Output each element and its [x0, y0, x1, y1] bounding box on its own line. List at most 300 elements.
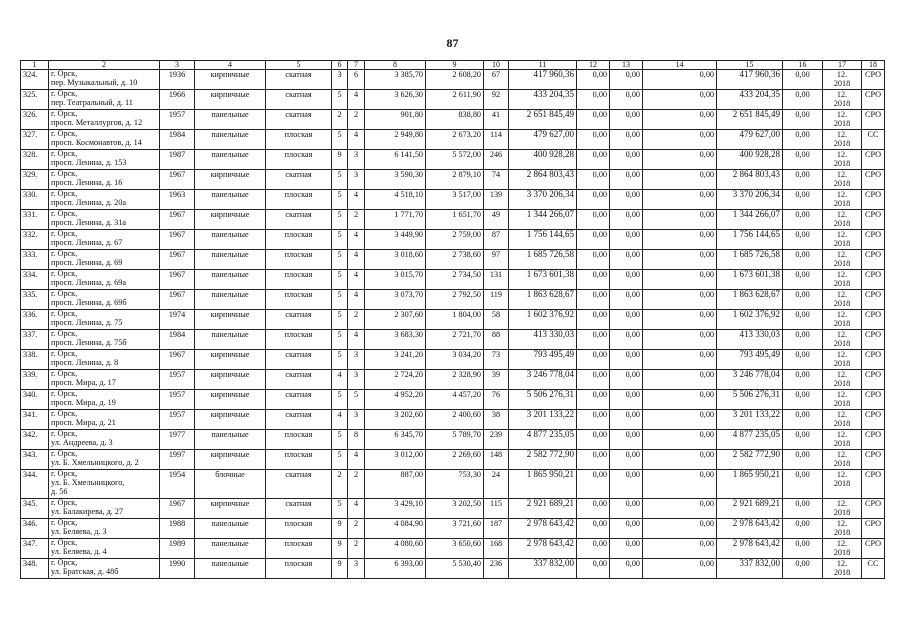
- cost-col-14: 0,00: [643, 190, 717, 210]
- address: [49, 330, 160, 350]
- cost-col-14: 0,00: [643, 470, 717, 499]
- column-number-3: 3: [160, 61, 195, 70]
- resident-count: 119: [484, 290, 509, 310]
- cost-col-13: 0,00: [610, 250, 643, 270]
- completion-period: [823, 470, 862, 499]
- cost-col-13: 0,00: [610, 350, 643, 370]
- completion-month: 12.: [836, 290, 848, 299]
- row-number: 345.: [21, 499, 49, 519]
- cost-col-13: 0,00: [610, 430, 643, 450]
- cost-col-16: 0,00: [783, 130, 823, 150]
- cost-col-13: 0,00: [610, 370, 643, 390]
- cost-col-12: 0,00: [577, 130, 610, 150]
- residential-area: 1 651,70: [426, 210, 484, 230]
- completion-month: 12.: [836, 559, 848, 568]
- residential-area: 2 611,90: [426, 90, 484, 110]
- column-number-9: 9: [426, 61, 484, 70]
- cost-col-13: 0,00: [610, 330, 643, 350]
- cost-col-14: 0,00: [643, 170, 717, 190]
- completion-year: 2018: [833, 339, 851, 348]
- fund-type: СРО: [862, 190, 885, 210]
- resident-count: 187: [484, 519, 509, 539]
- cost-col-15: 1 602 376,92: [717, 310, 783, 330]
- build-year: 1974: [160, 310, 195, 330]
- cost-col-13: 0,00: [610, 519, 643, 539]
- cost-col-15: 433 204,35: [717, 90, 783, 110]
- floor-count: 9: [332, 519, 348, 539]
- fund-type: СРО: [862, 370, 885, 390]
- row-number: 328.: [21, 150, 49, 170]
- resident-count: 236: [484, 559, 509, 579]
- cost-col-12: 0,00: [577, 250, 610, 270]
- address: [49, 519, 160, 539]
- address: [49, 270, 160, 290]
- cost-col-13: 0,00: [610, 90, 643, 110]
- cost-col-12: 0,00: [577, 290, 610, 310]
- total-area: 4 518,10: [365, 190, 426, 210]
- address-line: г. Орск,: [51, 558, 78, 567]
- entrance-count: 5: [348, 390, 365, 410]
- row-number: 326.: [21, 110, 49, 130]
- roof-type: скатная: [266, 390, 332, 410]
- residential-area: 1 804,00: [426, 310, 484, 330]
- roof-type: плоская: [266, 519, 332, 539]
- wall-material: кирпичные: [195, 170, 266, 190]
- residential-area: 3 034,20: [426, 350, 484, 370]
- completion-period: [823, 70, 862, 90]
- total-area: 3 449,90: [365, 230, 426, 250]
- cost-col-15: 1 865 950,21: [717, 470, 783, 499]
- cost-col-13: 0,00: [610, 230, 643, 250]
- cost-col-16: 0,00: [783, 110, 823, 130]
- cost-col-13: 0,00: [610, 130, 643, 150]
- column-number-5: 5: [266, 61, 332, 70]
- wall-material: кирпичные: [195, 450, 266, 470]
- cost-col-14: 0,00: [643, 370, 717, 390]
- resident-count: 97: [484, 250, 509, 270]
- cost-col-16: 0,00: [783, 250, 823, 270]
- completion-year: 2018: [833, 79, 851, 88]
- cost-col-14: 0,00: [643, 350, 717, 370]
- cost-col-15: 3 370 206,34: [717, 190, 783, 210]
- wall-material: кирпичные: [195, 350, 266, 370]
- completion-period: [823, 110, 862, 130]
- build-year: 1957: [160, 370, 195, 390]
- completion-year: 2018: [833, 548, 851, 557]
- residential-area: 5 572,00: [426, 150, 484, 170]
- entrance-count: 3: [348, 350, 365, 370]
- entrance-count: 3: [348, 150, 365, 170]
- cost-col-15: 417 960,36: [717, 70, 783, 90]
- address-line: просп. Ленина, д. 31а: [51, 217, 126, 227]
- total-area: 3 241,20: [365, 350, 426, 370]
- floor-count: 4: [332, 410, 348, 430]
- cost-col-13: 0,00: [610, 559, 643, 579]
- entrance-count: 2: [348, 470, 365, 499]
- column-number-1: 1: [21, 61, 49, 70]
- fund-type: СС: [862, 559, 885, 579]
- cost-col-12: 0,00: [577, 559, 610, 579]
- table-row: [21, 90, 885, 110]
- total-area: 3 073,70: [365, 290, 426, 310]
- completion-year: 2018: [833, 479, 851, 488]
- address-line: ул. Братская, д. 48б: [51, 566, 119, 576]
- page-number: 87: [446, 36, 459, 50]
- entrance-count: 2: [348, 310, 365, 330]
- build-year: 1957: [160, 410, 195, 430]
- fund-type: СРО: [862, 519, 885, 539]
- roof-type: плоская: [266, 130, 332, 150]
- table-row: [21, 190, 885, 210]
- entrance-count: 3: [348, 410, 365, 430]
- cost-col-12: 0,00: [577, 210, 610, 230]
- completion-period: [823, 450, 862, 470]
- row-number: 334.: [21, 270, 49, 290]
- total-area: 4 080,60: [365, 539, 426, 559]
- completion-year: 2018: [833, 459, 851, 468]
- address-line: г. Орск,: [51, 369, 78, 378]
- fund-type: СРО: [862, 390, 885, 410]
- address-line: г. Орск,: [51, 469, 78, 478]
- build-year: 1990: [160, 559, 195, 579]
- cost-col-14: 0,00: [643, 519, 717, 539]
- column-number-row: [21, 61, 885, 70]
- fund-type: СРО: [862, 210, 885, 230]
- residential-area: 2 673,20: [426, 130, 484, 150]
- cost-col-14: 0,00: [643, 110, 717, 130]
- wall-material: кирпичные: [195, 70, 266, 90]
- fund-type: СРО: [862, 70, 885, 90]
- completion-year: 2018: [833, 239, 851, 248]
- floor-count: 5: [332, 310, 348, 330]
- total-cost: 400 928,28: [509, 150, 577, 170]
- completion-month: 12.: [836, 150, 848, 159]
- cost-col-16: 0,00: [783, 210, 823, 230]
- completion-period: [823, 230, 862, 250]
- resident-count: 24: [484, 470, 509, 499]
- residential-area: 2 721,70: [426, 330, 484, 350]
- wall-material: панельные: [195, 150, 266, 170]
- table-row: [21, 410, 885, 430]
- build-year: 1967: [160, 170, 195, 190]
- entrance-count: 8: [348, 430, 365, 450]
- completion-year: 2018: [833, 508, 851, 517]
- row-number: 338.: [21, 350, 49, 370]
- address: [49, 390, 160, 410]
- cost-col-16: 0,00: [783, 519, 823, 539]
- address-line: г. Орск,: [51, 249, 78, 258]
- total-cost: 2 651 845,49: [509, 110, 577, 130]
- roof-type: скатная: [266, 410, 332, 430]
- address-line: г. Орск,: [51, 69, 78, 78]
- residential-area: 2 734,50: [426, 270, 484, 290]
- total-area: 3 202,60: [365, 410, 426, 430]
- roof-type: скатная: [266, 110, 332, 130]
- floor-count: 5: [332, 130, 348, 150]
- address: [49, 210, 160, 230]
- row-number: 335.: [21, 290, 49, 310]
- completion-year: 2018: [833, 528, 851, 537]
- resident-count: 239: [484, 430, 509, 450]
- total-cost: 1 756 144,65: [509, 230, 577, 250]
- build-year: 1989: [160, 539, 195, 559]
- cost-col-12: 0,00: [577, 170, 610, 190]
- wall-material: кирпичные: [195, 370, 266, 390]
- cost-col-14: 0,00: [643, 499, 717, 519]
- completion-year: 2018: [833, 219, 851, 228]
- address: [49, 559, 160, 579]
- row-number: 336.: [21, 310, 49, 330]
- entrance-count: 4: [348, 270, 365, 290]
- completion-period: [823, 539, 862, 559]
- address: [49, 250, 160, 270]
- cost-col-13: 0,00: [610, 470, 643, 499]
- address-line: пер. Театральный, д. 11: [51, 97, 133, 107]
- address-line: просп. Мира, д. 17: [51, 377, 116, 387]
- fund-type: СРО: [862, 150, 885, 170]
- address-line: г. Орск,: [51, 429, 78, 438]
- cost-col-14: 0,00: [643, 390, 717, 410]
- address-line: ул. Балакирева, д. 27: [51, 506, 124, 516]
- total-area: 4 952,20: [365, 390, 426, 410]
- build-year: 1957: [160, 110, 195, 130]
- cost-col-16: 0,00: [783, 430, 823, 450]
- address: [49, 350, 160, 370]
- floor-count: 5: [332, 250, 348, 270]
- cost-col-15: 1 863 628,67: [717, 290, 783, 310]
- roof-type: скатная: [266, 310, 332, 330]
- completion-year: 2018: [833, 419, 851, 428]
- address-line: д. 56: [51, 486, 68, 496]
- address-line: просп. Ленина, д. 153: [51, 157, 127, 167]
- address-line: ул. Беляева, д. 4: [51, 546, 107, 556]
- cost-col-16: 0,00: [783, 330, 823, 350]
- total-cost: 337 832,00: [509, 559, 577, 579]
- column-number-16: 16: [783, 61, 823, 70]
- completion-period: [823, 499, 862, 519]
- wall-material: кирпичные: [195, 390, 266, 410]
- entrance-count: 4: [348, 250, 365, 270]
- entrance-count: 4: [348, 190, 365, 210]
- address: [49, 430, 160, 450]
- cost-col-13: 0,00: [610, 270, 643, 290]
- address-line: просп. Ленина, д. 16: [51, 177, 123, 187]
- wall-material: кирпичные: [195, 410, 266, 430]
- cost-col-12: 0,00: [577, 470, 610, 499]
- address-line: просп. Мира, д. 19: [51, 397, 116, 407]
- build-year: 1988: [160, 519, 195, 539]
- address-line: просп. Ленина, д. 75: [51, 317, 123, 327]
- cost-col-13: 0,00: [610, 110, 643, 130]
- residential-area: 2 608,20: [426, 70, 484, 90]
- address: [49, 370, 160, 390]
- resident-count: 39: [484, 370, 509, 390]
- total-area: 901,80: [365, 110, 426, 130]
- cost-col-13: 0,00: [610, 499, 643, 519]
- address-line: г. Орск,: [51, 189, 78, 198]
- address-line: ул. Б. Хмельницкого, д. 2: [51, 457, 139, 467]
- housing-register-table: [20, 60, 885, 579]
- total-area: 3 018,60: [365, 250, 426, 270]
- total-cost: 5 506 276,31: [509, 390, 577, 410]
- address: [49, 110, 160, 130]
- completion-month: 12.: [836, 90, 848, 99]
- resident-count: 92: [484, 90, 509, 110]
- column-number-4: 4: [195, 61, 266, 70]
- resident-count: 148: [484, 450, 509, 470]
- completion-month: 12.: [836, 450, 848, 459]
- completion-period: [823, 190, 862, 210]
- floor-count: 5: [332, 90, 348, 110]
- completion-period: [823, 350, 862, 370]
- address: [49, 230, 160, 250]
- address-line: просп. Космонавтов, д. 14: [51, 137, 142, 147]
- residential-area: 3 202,50: [426, 499, 484, 519]
- total-area: 3 012,00: [365, 450, 426, 470]
- resident-count: 74: [484, 170, 509, 190]
- total-area: 6 393,00: [365, 559, 426, 579]
- cost-col-12: 0,00: [577, 330, 610, 350]
- total-cost: 2 978 643,42: [509, 539, 577, 559]
- wall-material: панельные: [195, 230, 266, 250]
- cost-col-15: 2 651 845,49: [717, 110, 783, 130]
- completion-month: 12.: [836, 330, 848, 339]
- cost-col-16: 0,00: [783, 370, 823, 390]
- resident-count: 38: [484, 410, 509, 430]
- cost-col-13: 0,00: [610, 410, 643, 430]
- column-number-10: 10: [484, 61, 509, 70]
- total-cost: 1 602 376,92: [509, 310, 577, 330]
- completion-month: 12.: [836, 210, 848, 219]
- completion-year: 2018: [833, 299, 851, 308]
- residential-area: 2 879,10: [426, 170, 484, 190]
- table-row: [21, 330, 885, 350]
- roof-type: плоская: [266, 430, 332, 450]
- roof-type: скатная: [266, 170, 332, 190]
- resident-count: 41: [484, 110, 509, 130]
- floor-count: 5: [332, 210, 348, 230]
- completion-month: 12.: [836, 270, 848, 279]
- table-row: [21, 270, 885, 290]
- total-cost: 2 582 772,90: [509, 450, 577, 470]
- column-number-18: 18: [862, 61, 885, 70]
- cost-col-14: 0,00: [643, 559, 717, 579]
- column-number-14: 14: [643, 61, 717, 70]
- residential-area: 2 759,00: [426, 230, 484, 250]
- wall-material: панельные: [195, 430, 266, 450]
- total-cost: 3 246 778,04: [509, 370, 577, 390]
- roof-type: плоская: [266, 330, 332, 350]
- roof-type: плоская: [266, 539, 332, 559]
- completion-month: 12.: [836, 170, 848, 179]
- cost-col-14: 0,00: [643, 430, 717, 450]
- entrance-count: 4: [348, 90, 365, 110]
- table-row: [21, 390, 885, 410]
- cost-col-15: 3 201 133,22: [717, 410, 783, 430]
- cost-col-12: 0,00: [577, 190, 610, 210]
- total-area: 2 724,20: [365, 370, 426, 390]
- build-year: 1967: [160, 270, 195, 290]
- completion-year: 2018: [833, 439, 851, 448]
- address-line: просп. Мира, д. 21: [51, 417, 116, 427]
- table-row: [21, 370, 885, 390]
- cost-col-12: 0,00: [577, 350, 610, 370]
- address: [49, 539, 160, 559]
- address-line: просп. Ленина, д. 69а: [51, 277, 126, 287]
- column-number-7: 7: [348, 61, 365, 70]
- column-number-11: 11: [509, 61, 577, 70]
- address: [49, 290, 160, 310]
- cost-col-13: 0,00: [610, 210, 643, 230]
- cost-col-14: 0,00: [643, 310, 717, 330]
- address-line: г. Орск,: [51, 109, 78, 118]
- cost-col-14: 0,00: [643, 410, 717, 430]
- entrance-count: 2: [348, 110, 365, 130]
- total-cost: 1 673 601,38: [509, 270, 577, 290]
- wall-material: кирпичные: [195, 310, 266, 330]
- completion-month: 12.: [836, 410, 848, 419]
- cost-col-14: 0,00: [643, 539, 717, 559]
- fund-type: СС: [862, 130, 885, 150]
- cost-col-16: 0,00: [783, 70, 823, 90]
- address-line: ул. Беляева, д. 3: [51, 526, 107, 536]
- completion-month: 12.: [836, 310, 848, 319]
- total-area: 3 385,70: [365, 70, 426, 90]
- completion-month: 12.: [836, 250, 848, 259]
- roof-type: плоская: [266, 270, 332, 290]
- residential-area: 2 792,50: [426, 290, 484, 310]
- cost-col-13: 0,00: [610, 170, 643, 190]
- fund-type: СРО: [862, 450, 885, 470]
- address-line: просп. Ленина, д. 20а: [51, 197, 126, 207]
- build-year: 1957: [160, 390, 195, 410]
- address-line: пер. Музыкальный, д. 10: [51, 77, 138, 87]
- cost-col-14: 0,00: [643, 450, 717, 470]
- completion-month: 12.: [836, 519, 848, 528]
- cost-col-16: 0,00: [783, 310, 823, 330]
- address-line: г. Орск,: [51, 389, 78, 398]
- build-year: 1967: [160, 350, 195, 370]
- table-row: [21, 310, 885, 330]
- floor-count: 3: [332, 70, 348, 90]
- wall-material: кирпичные: [195, 210, 266, 230]
- resident-count: 87: [484, 230, 509, 250]
- roof-type: плоская: [266, 250, 332, 270]
- total-cost: 2 921 689,21: [509, 499, 577, 519]
- address-line: г. Орск,: [51, 209, 78, 218]
- fund-type: СРО: [862, 310, 885, 330]
- address: [49, 130, 160, 150]
- completion-period: [823, 290, 862, 310]
- completion-month: 12.: [836, 470, 848, 479]
- address: [49, 310, 160, 330]
- completion-month: 12.: [836, 190, 848, 199]
- wall-material: панельные: [195, 270, 266, 290]
- resident-count: 58: [484, 310, 509, 330]
- completion-year: 2018: [833, 159, 851, 168]
- table-row: [21, 230, 885, 250]
- total-cost: 1 863 628,67: [509, 290, 577, 310]
- row-number: 329.: [21, 170, 49, 190]
- cost-col-14: 0,00: [643, 150, 717, 170]
- residential-area: 2 269,60: [426, 450, 484, 470]
- floor-count: 2: [332, 110, 348, 130]
- completion-period: [823, 150, 862, 170]
- completion-period: [823, 310, 862, 330]
- wall-material: кирпичные: [195, 499, 266, 519]
- cost-col-12: 0,00: [577, 539, 610, 559]
- total-area: 2 949,80: [365, 130, 426, 150]
